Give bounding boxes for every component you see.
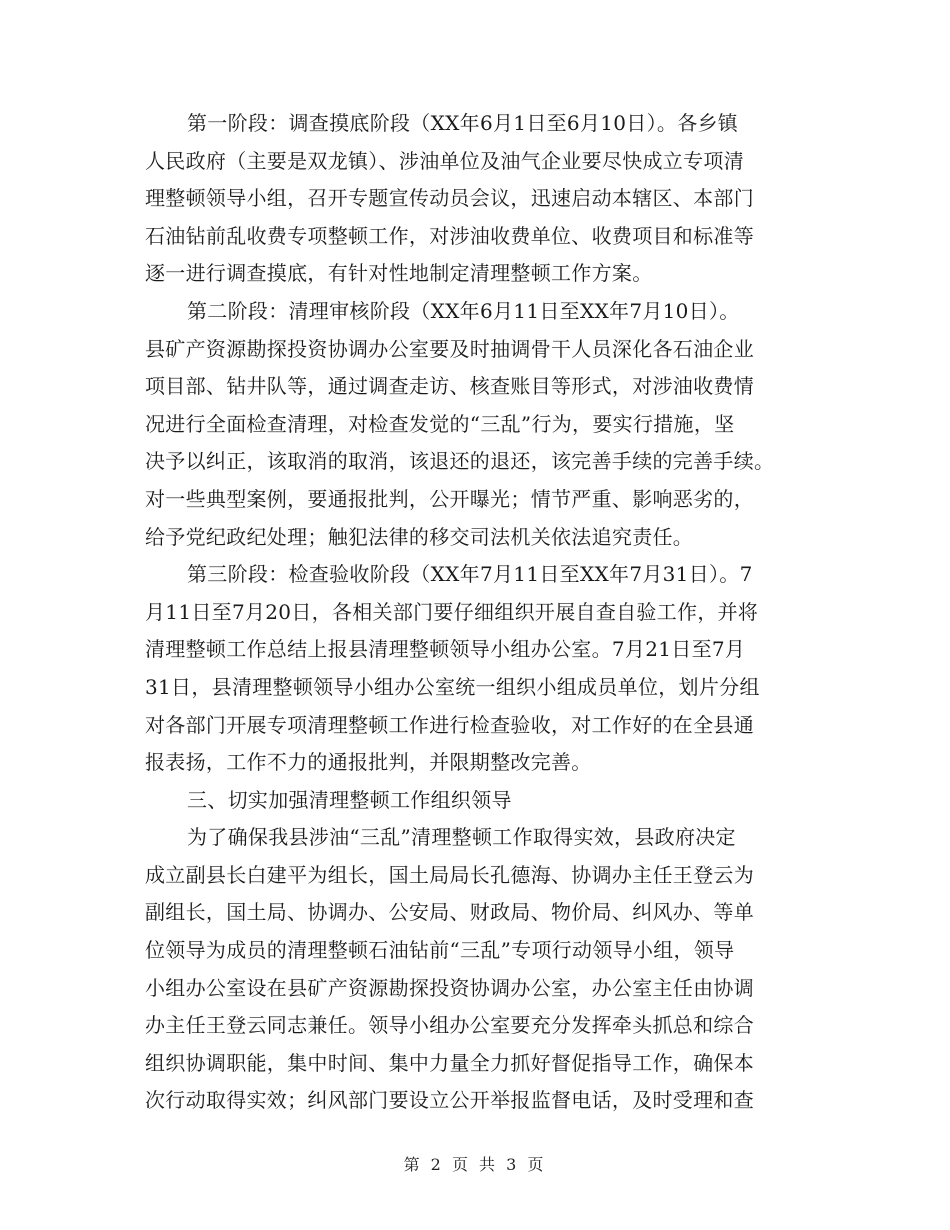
paragraph-line: 给予党纪政纪处理；触犯法律的移交司法机关依法追究责任。	[145, 524, 694, 549]
paragraph-line: 第三阶段：检查验收阶段（XX年7月11日至XX年7月31日）。7	[187, 562, 753, 587]
paragraph-line: 小组办公室设在县矿产资源勘探投资协调办公室，办公室主任由协调	[145, 975, 754, 1000]
paragraph-line: 项目部、钻井队等，通过调查走访、核查账目等形式，对涉油收费情	[145, 374, 754, 399]
paragraph-line: 对各部门开展专项清理整顿工作进行检查验收，对工作好的在全县通	[145, 712, 754, 737]
paragraph-line: 石油钻前乱收费专项整顿工作，对涉油收费单位、收费项目和标准等	[145, 223, 754, 248]
paragraph-line: 决予以纠正，该取消的取消，该退还的退还，该完善手续的完善手续。	[145, 449, 775, 474]
paragraph-line: 理整顿领导小组，召开专题宣传动员会议，迅速启动本辖区、本部门	[145, 186, 754, 211]
paragraph-line: 位领导为成员的清理整顿石油钻前“三乱”专项行动领导小组，领导	[145, 938, 735, 963]
paragraph-line: 成立副县长白建平为组长，国土局局长孔德海、协调办主任王登云为	[145, 862, 754, 887]
paragraph-line: 报表扬，工作不力的通报批判，并限期整改完善。	[145, 750, 592, 775]
document-body	[145, 105, 805, 1120]
paragraph-line: 逐一进行调查摸底，有针对性地制定清理整顿工作方案。	[145, 261, 653, 286]
section-heading: 三、切实加强清理整顿工作组织领导	[187, 787, 512, 812]
paragraph-line: 组织协调职能，集中时间、集中力量全力抓好督促指导工作，确保本	[145, 1050, 754, 1075]
paragraph-line: 人民政府（主要是双龙镇）、涉油单位及油气企业要尽快成立专项清	[145, 148, 744, 173]
paragraph-line: 办主任王登云同志兼任。领导小组办公室要充分发挥牵头抓总和综合	[145, 1013, 754, 1038]
paragraph-line: 副组长，国土局、协调办、公安局、财政局、物价局、纠风办、等单	[145, 900, 754, 925]
paragraph-line: 月11日至7月20日，各相关部门要仔细组织开展自查自验工作，并将	[145, 599, 759, 624]
paragraph-line: 次行动取得实效；纠风部门要设立公开举报监督电话，及时受理和查	[145, 1088, 754, 1113]
paragraph-line: 第一阶段：调查摸底阶段（XX年6月1日至6月10日）。各乡镇	[187, 111, 739, 135]
page-number-footer: 第 2 页 共 3 页	[403, 1155, 547, 1174]
paragraph-line: 第二阶段：清理审核阶段（XX年6月11日至XX年7月10日）。	[187, 298, 740, 323]
paragraph-line: 为了确保我县涉油“三乱”清理整顿工作取得实效，县政府决定	[187, 825, 736, 850]
paragraph-line: 县矿产资源勘探投资协调办公室要及时抽调骨干人员深化各石油企业	[145, 336, 754, 361]
paragraph-line: 清理整顿工作总结上报县清理整顿领导小组办公室。7月21日至7月	[145, 637, 746, 662]
paragraph-line: 况进行全面检查清理，对检查发觉的“三乱”行为，要实行措施，坚	[145, 411, 735, 436]
paragraph-line: 对一些典型案例，要通报批判，公开曝光；情节严重、影响恶劣的，	[145, 486, 754, 511]
paragraph-line: 31日，县清理整顿领导小组办公室统一组织小组成员单位，划片分组	[145, 674, 760, 699]
